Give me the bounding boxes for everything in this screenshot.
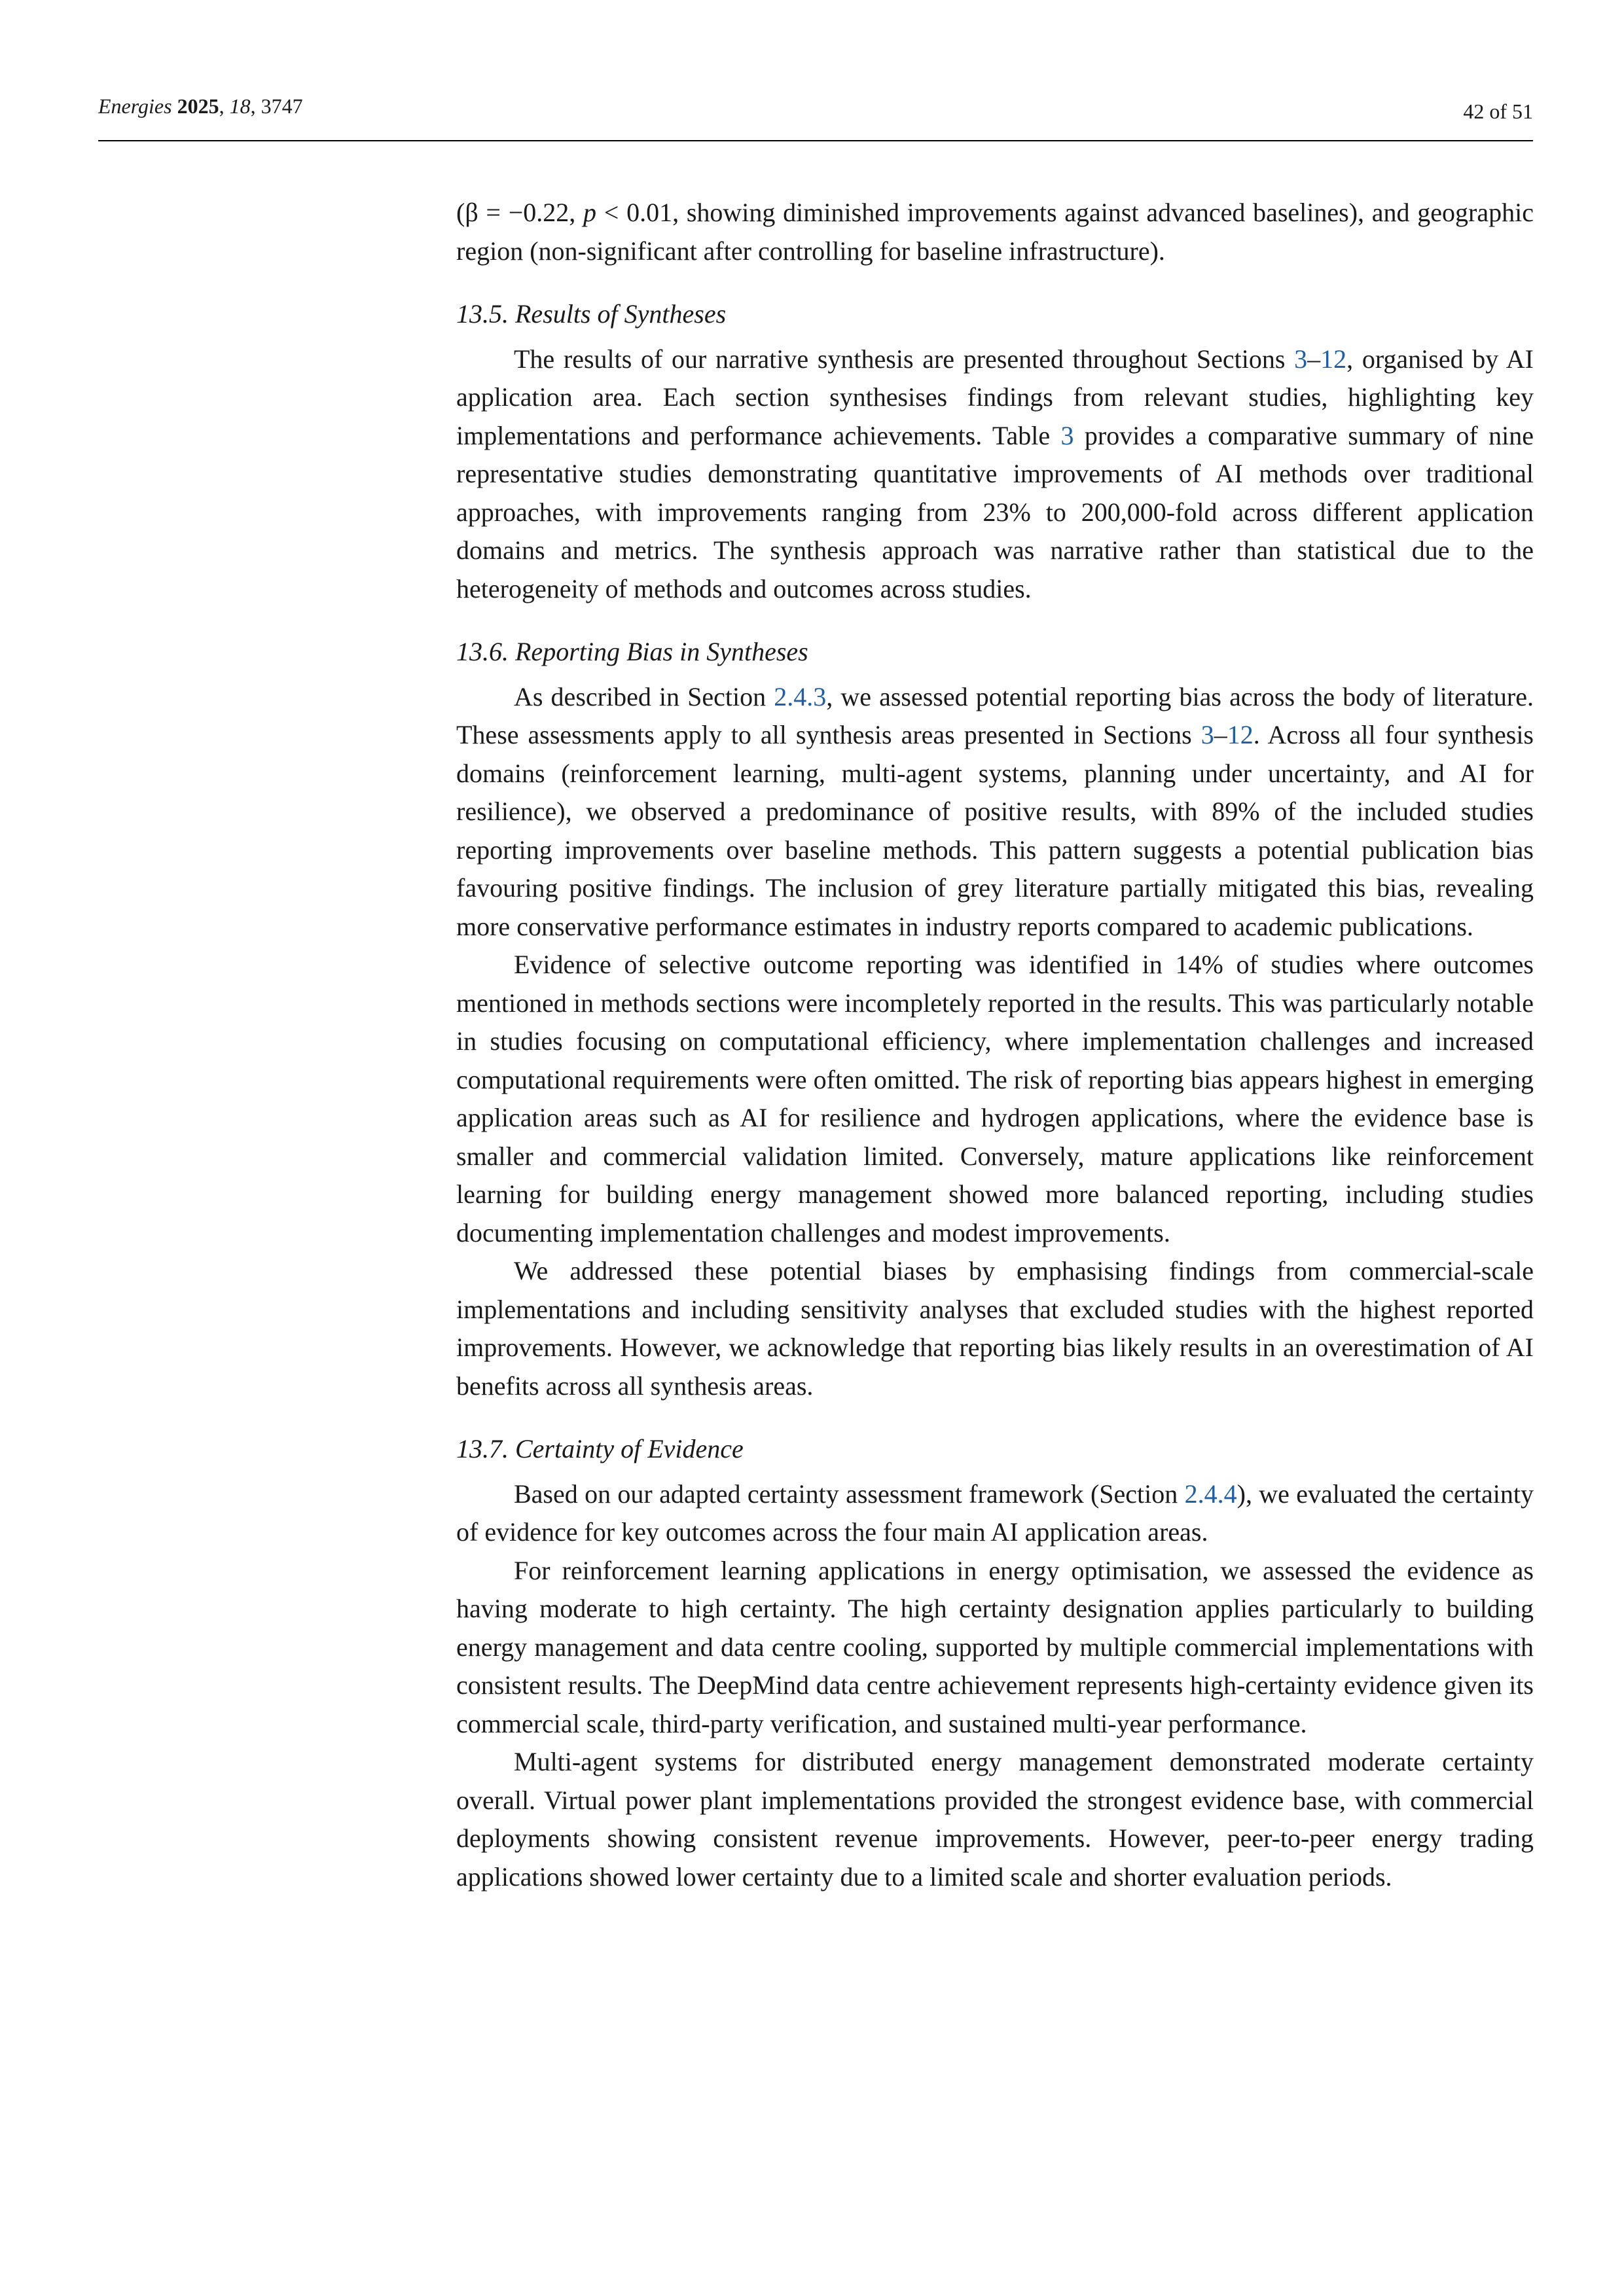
journal-year: 2025 — [177, 94, 219, 118]
text-span: As described in Section — [514, 681, 774, 711]
text-span: provides a comparative summary of nine representative studies demonstrating quantitative improvements of AI methods over traditional approaches, with improvements ranging from 23% to 200,000-fold across different application domains and metrics. The synthesis approach was narrative rather than statistical due to the heterogeneity of methods and outcomes across studies. — [456, 420, 1534, 603]
section-link[interactable]: 2.4.4 — [1184, 1479, 1237, 1509]
article-number: 3747 — [261, 94, 303, 118]
header-divider — [98, 140, 1533, 141]
journal-name: Energies — [98, 94, 172, 118]
section-link[interactable]: 3 — [1294, 344, 1308, 374]
paragraph-13-5-1 — [456, 340, 1534, 609]
page-number: 42 of 51 — [1463, 99, 1533, 123]
paragraph-13-6-1 — [456, 678, 1534, 946]
section-link[interactable]: 2.4.3 — [774, 681, 827, 711]
text-span: – — [1214, 720, 1227, 749]
journal-citation: Energies 2025, 18, 3747 — [98, 94, 303, 118]
p-symbol: p — [583, 198, 597, 227]
text-span: , we assessed potential reporting bias across the body of literature. These assessments apply to all synthesis areas presented in Sections — [456, 681, 1534, 749]
text-span: The results of our narrative synthesis are presented throughout Sections — [514, 344, 1295, 374]
section-heading-13-7: 13.7. Certainty of Evidence — [456, 1434, 744, 1463]
text-span: ), we evaluated the certainty of evidence for key outcomes across the four main AI application areas. — [456, 1479, 1534, 1547]
paragraph-13-7-2: For reinforcement learning applications in energy optimisation, we assessed the evidence as having moderate to high certainty. The high certainty designation applies particularly to building energy management and data centre cooling, supported by multiple commercial implementations with consistent results. The DeepMind data centre achievement represents high-certainty evidence given its commercial scale, third-party verification, and sustained multi-year performance. — [456, 1555, 1534, 1738]
intro-text-1: (β = −0.22, — [456, 198, 584, 227]
section-link[interactable]: 3 — [1200, 720, 1214, 749]
text-span: . Across all four synthesis domains (reinforcement learning, multi-agent systems, planning under uncertainty, and AI for resilience), we observed a predominance of positive results, with 89% of the included studies reporting improvements over baseline methods. This pattern suggests a potential publication bias favouring positive findings. The inclusion of grey literature partially mitigated this bias, revealing more conservative performance estimates in industry reports compared to academic publications. — [456, 720, 1534, 941]
page-header — [98, 92, 1533, 137]
paragraph-13-6-2: Evidence of selective outcome reporting was identified in 14% of studies where outcomes mentioned in methods sections were incompletely reported in the results. This was particularly notable in studies focusing on computational efficiency, where implementation challenges and increased computational requirements were often omitted. The risk of reporting bias appears highest in emerging application areas such as AI for resilience and hydrogen applications, where the evidence base is smaller and commercial validation limited. Conversely, mature applications like reinforcement learning for building energy management showed more balanced reporting, including studies documenting implementation challenges and modest improvements. — [456, 950, 1534, 1247]
journal-volume: 18 — [229, 94, 251, 118]
table-link[interactable]: 3 — [1060, 420, 1074, 450]
text-span: , organised by AI application area. Each section synthesises findings from relevant studies, highlighting key implementations and performance achievements. Table — [456, 344, 1534, 450]
intro-text-2: < 0.01, showing diminished improvements against advanced baselines), and geographic region (non-significant after controlling for baseline infrastructure). — [456, 198, 1534, 266]
paragraph-13-6-3: We addressed these potential biases by emphasising findings from commercial-scale implementations and including sensitivity analyses that excluded studies with the highest reported improvements. However, we acknowledge that reporting bias likely results in an overestimation of AI benefits across all synthesis areas. — [456, 1256, 1534, 1401]
section-heading-13-6: 13.6. Reporting Bias in Syntheses — [456, 637, 808, 666]
text-span: Based on our adapted certainty assessment framework (Section — [514, 1479, 1185, 1509]
text-span: – — [1307, 344, 1321, 374]
section-link[interactable]: 12 — [1320, 344, 1347, 374]
section-link[interactable]: 12 — [1227, 720, 1254, 749]
section-heading-13-5: 13.5. Results of Syntheses — [456, 299, 727, 329]
continuation-paragraph — [456, 194, 1534, 270]
paragraph-13-7-3: Multi-agent systems for distributed energy management demonstrated moderate certainty overall. Virtual power plant implementations provided the strongest evidence base, with commercial deployments showing consistent revenue improvements. However, peer-to-peer energy trading applications showed lower certainty due to a limited scale and shorter evaluation periods. — [456, 1747, 1534, 1892]
paragraph-13-7-1 — [456, 1475, 1534, 1552]
main-content — [456, 194, 1534, 1896]
